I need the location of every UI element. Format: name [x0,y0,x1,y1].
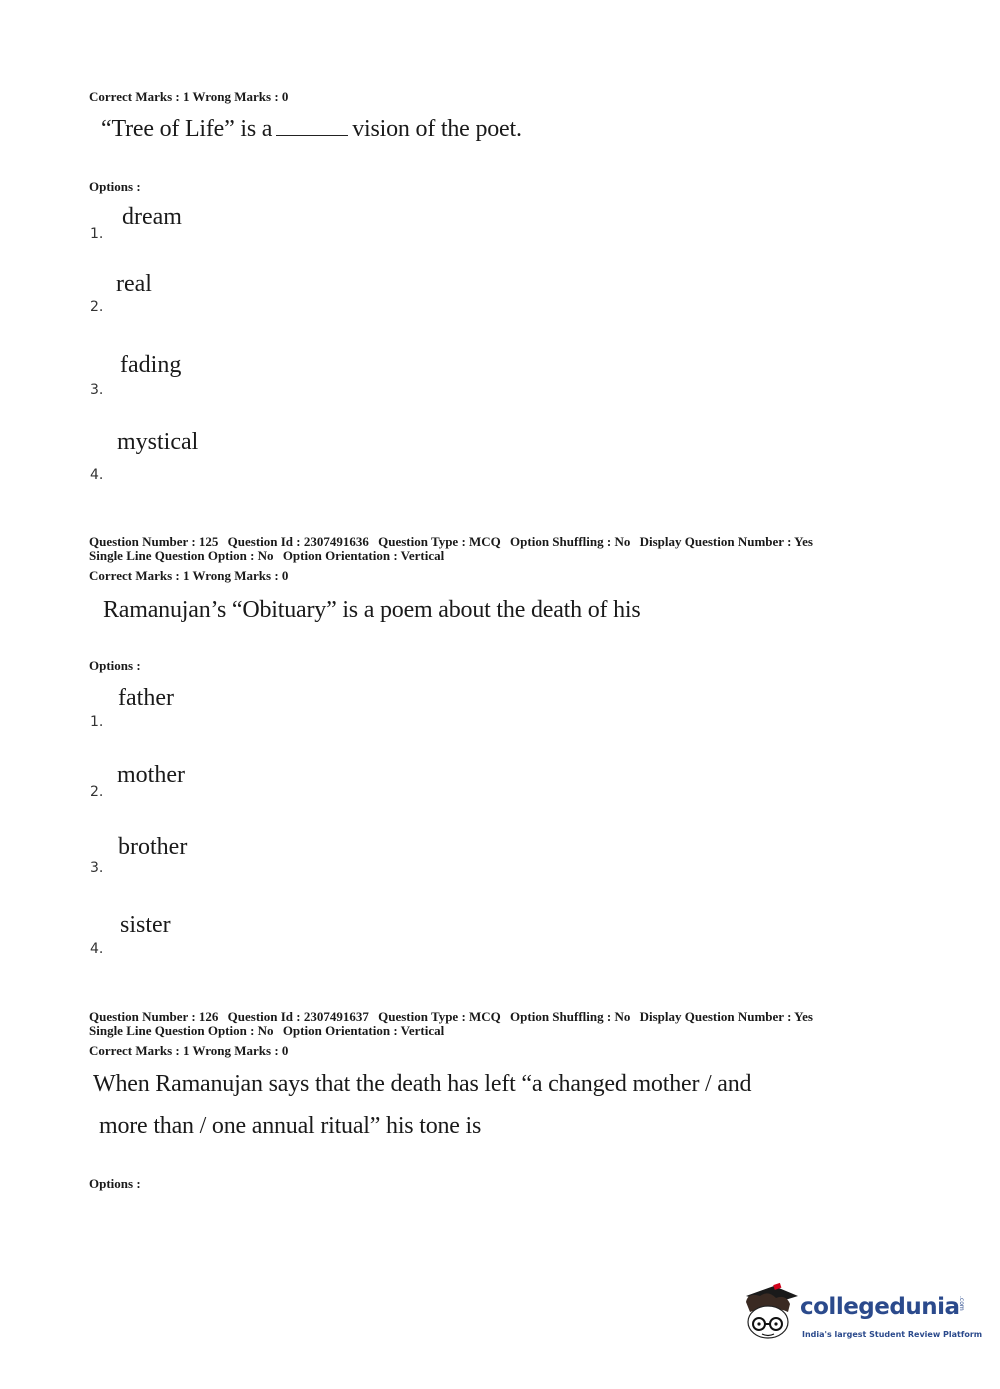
q125-options-label: Options : [89,658,141,673]
q124-options-label: Options : [89,179,141,194]
q125-option-shuffling: Option Shuffling : No [510,534,631,549]
q124-option-4-text: mystical [117,429,199,455]
q124-option-2-number: 2. [90,299,104,315]
q126-question-line1: When Ramanujan says that the death has left “a changed mother / and [93,1071,752,1097]
q124-option-2-text: real [116,271,152,297]
q125-question: Ramanujan’s “Obituary” is a poem about the death of his [103,597,641,623]
q125-question-id: Question Id : 2307491636 [227,534,369,549]
q125-question-type: Question Type : MCQ [378,534,501,549]
logo-title: collegedunia [800,1294,960,1320]
q125-meta-line2 [89,548,450,563]
q125-option-1-text: father [118,685,174,711]
q124-option-3-number: 3. [90,382,104,398]
q124-question-before: “Tree of Life” is a [101,116,273,142]
logo-com-suffix: .com [958,1296,965,1311]
q126-option-shuffling: Option Shuffling : No [510,1009,631,1024]
q126-meta-line2 [89,1023,450,1038]
q124-question-after: vision of the poet. [352,116,522,142]
q124-question [101,115,522,143]
collegedunia-logo [740,1282,983,1352]
q124-marks: Correct Marks : 1 Wrong Marks : 0 [89,89,289,104]
q125-orientation: Option Orientation : Vertical [282,548,445,563]
q126-question-id: Question Id : 2307491637 [227,1009,369,1024]
q125-marks: Correct Marks : 1 Wrong Marks : 0 [89,568,289,583]
q125-meta-line1 [89,534,819,549]
q125-option-3-number: 3. [90,860,104,876]
q124-blank [276,115,348,136]
q125-option-4-text: sister [120,912,171,938]
q126-marks: Correct Marks : 1 Wrong Marks : 0 [89,1043,289,1058]
q124-option-1-text: dream [122,204,182,230]
q125-option-2-text: mother [117,762,185,788]
q124-option-4-number: 4. [90,467,104,483]
q125-display-number: Display Question Number : Yes [639,534,813,549]
mascot-icon [740,1282,800,1348]
q126-question-number: Question Number : 126 [89,1009,219,1024]
q124-option-1-number: 1. [90,226,104,242]
q126-question-line2: more than / one annual ritual” his tone is [99,1113,482,1139]
q126-orientation: Option Orientation : Vertical [282,1023,445,1038]
q124-option-3-text: fading [120,352,182,378]
q126-meta-line1 [89,1009,819,1024]
q125-question-number: Question Number : 125 [89,534,219,549]
q126-display-number: Display Question Number : Yes [639,1009,813,1024]
q126-options-label: Options : [89,1176,141,1191]
q126-question-type: Question Type : MCQ [378,1009,501,1024]
logo-tagline: India's largest Student Review Platform [802,1330,983,1339]
q125-option-2-number: 2. [90,784,104,800]
q125-option-3-text: brother [118,834,188,860]
q125-option-4-number: 4. [90,941,104,957]
q125-option-1-number: 1. [90,714,104,730]
q126-single-line: Single Line Question Option : No [89,1023,274,1038]
q125-single-line: Single Line Question Option : No [89,548,274,563]
